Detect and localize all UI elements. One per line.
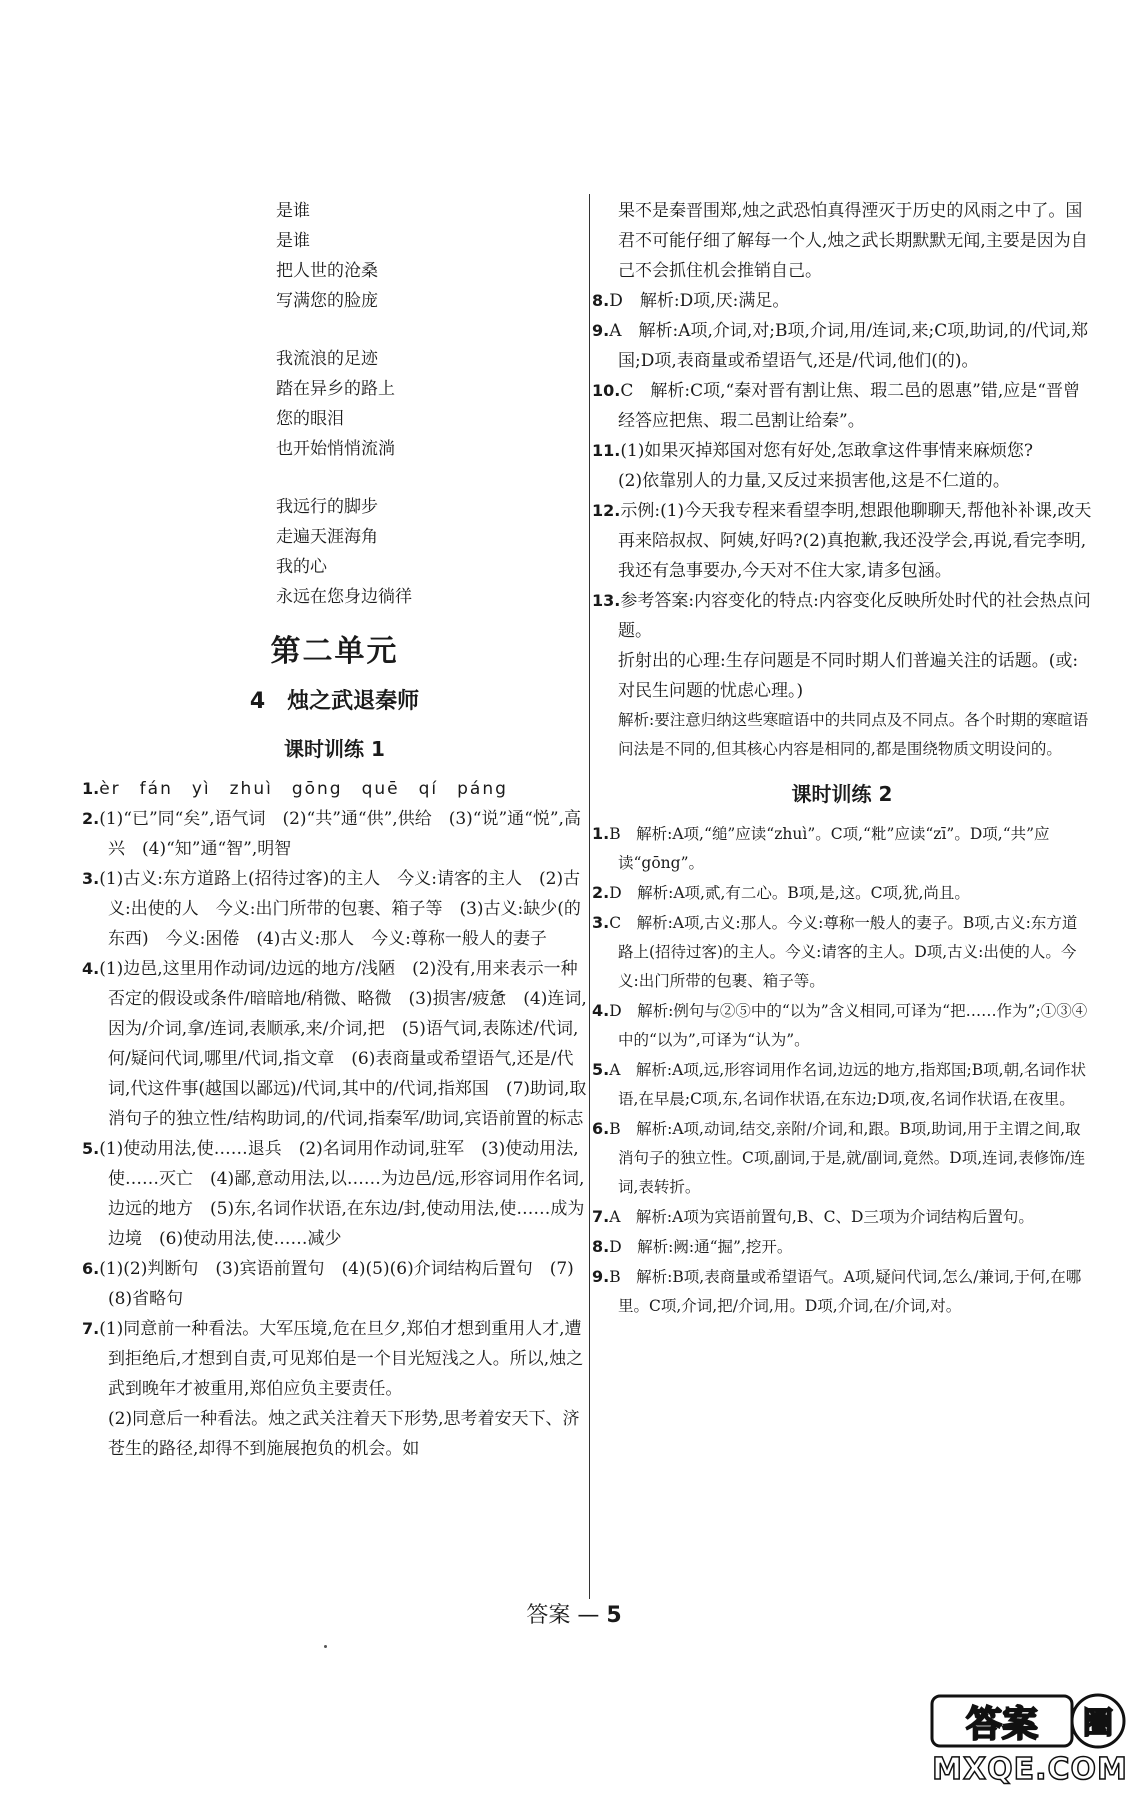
answer-item: 13.参考答案:内容变化的特点:内容变化反映所处时代的社会热点问题。 [592,591,1091,641]
poem-line: 是谁 [276,231,310,251]
watermark [930,1690,1130,1790]
lesson-title: 4 烛之武退秦师 [249,689,420,714]
page-footer [0,1598,1148,1629]
poem-line: 写满您的脸庞 [276,291,378,311]
answer-item: 12.示例:(1)今天我专程来看望李明,想跟他聊聊天,帮他补补课,改天再来陪叔叔、阿姨,好吗?(2)真抱歉,我还没学会,再说,看完李明,我还有急事要办,今天对不住大家,请多包涵。 [592,501,1092,581]
svg-text:圈: 圈 [1083,1706,1113,1741]
left-column [82,196,587,1464]
watermark-url: MXQE.COM [932,1752,1128,1787]
answer-paragraph: (2)依靠别人的力量,又反过来损害他,这是不仁道的。 [618,471,1010,491]
answer-item: 4.(1)边邑,这里用作动词/边远的地方/浅陋 (2)没有,用来表示一种否定的假设或条件/暗暗地/稍微、略微 (3)损害/疲惫 (4)连词,因为/介词,拿/连词,表顺承,来/介词,把 (5)语气词,表陈述/代词,何/疑问代词,哪里/代词,指文章 (6)表商量或希望语气,还是/代词,代这件事(越国以鄙远)/代词,其中的/代词,指郑国 (7)助词,取消句子的独立性/结构助词,的/代词,指秦军/助词,宾语前置的标志 [82,959,587,1129]
poem-line: 是谁 [276,201,310,221]
watermark-logo [930,1690,1130,1752]
answer-item: 1.èr fán yì zhuì gōng quē qí páng [82,779,508,799]
poem-line: 我的心 [276,557,327,577]
answer-item: 9.B 解析:B项,表商量或希望语气。A项,疑问代词,怎么/兼词,于何,在哪里。C项,介词,把/介词,用。D项,介词,在/介词,对。 [592,1267,1082,1315]
answer-item: 6.(1)(2)判断句 (3)宾语前置句 (4)(5)(6)介词结构后置句 (7)(8)省略句 [82,1259,574,1309]
answer-item: 7.A 解析:A项为宾语前置句,B、C、D三项为介词结构后置句。 [592,1207,1034,1226]
answer-item: 2.(1)“已”同“矣”,语气词 (2)“共”通“供”,供给 (3)“说”通“悦”,高兴 (4)“知”通“智”,明智 [82,809,581,859]
poem-stanza [276,196,587,316]
print-speck [324,1645,327,1648]
poem-line: 我流浪的足迹 [276,349,378,369]
answer-item: 9.A 解析:A项,介词,对;B项,介词,用/连词,来;C项,助词,的/代词,郑国;D项,表商量或希望语气,还是/代词,他们(的)。 [592,321,1089,371]
unit-title: 第二单元 [270,634,399,669]
answer-item: 10.C 解析:C项,“秦对晋有割让焦、瑕二邑的恩惠”错,应是“晋曾经答应把焦、瑕二邑割让给秦”。 [592,381,1080,431]
page-number: 5 [606,1603,622,1628]
answer-paragraph: (2)同意后一种看法。烛之武关注着天下形势,思考着安天下、济苍生的路径,却得不到施展抱负的机会。如 [108,1409,580,1459]
answer-item: 6.B 解析:A项,动词,结交,亲附/介词,和,跟。B项,助词,用于主谓之间,取消句子的独立性。C项,副词,于是,就/副词,竟然。D项,连词,表修饰/连词,表转折。 [592,1119,1086,1196]
answer-item: 7.(1)同意前一种看法。大军压境,危在旦夕,郑伯才想到重用人才,遭到拒绝后,才想到自责,可见郑伯是一个目光短浅之人。所以,烛之武到晚年才被重用,郑伯应负主要责任。 [82,1319,584,1399]
poem-line: 也开始悄悄流淌 [276,439,395,459]
svg-text:答案: 答案 [965,1704,1039,1745]
footer-label: 答案 — [526,1603,600,1628]
answer-item: 11.(1)如果灭掉郑国对您有好处,怎敢拿这件事情来麻烦您? [592,441,1033,461]
answer-item: 8.D 解析:阙:通“掘”,挖开。 [592,1237,793,1256]
poem-line: 我远行的脚步 [276,497,378,517]
poem-line: 您的眼泪 [276,409,344,429]
answer-paragraph: 折射出的心理:生存问题是不同时期人们普遍关注的话题。(或:对民生问题的忧虑心理。) [618,651,1079,701]
poem-stanza [276,492,587,612]
answer-item: 1.B 解析:A项,“缒”应读“zhuì”。C项,“粃”应读“zī”。D项,“共”应读“gōng”。 [592,824,1050,872]
answer-item: 4.D 解析:例句与②⑤中的“以为”含义相同,可译为“把……作为”;①③④中的“以为”,可译为“认为”。 [592,1001,1088,1049]
poem-line: 永远在您身边徜徉 [276,587,412,607]
poem-line: 把人世的沧桑 [276,261,378,281]
poem-line: 踏在异乡的路上 [276,379,395,399]
answer-item: 2.D 解析:A项,贰,有二心。B项,是,这。C项,犹,尚且。 [592,883,970,902]
answer-item: 3.C 解析:A项,古义:那人。今义:尊称一般人的妻子。B项,古义:东方道路上(招待过客)的主人。今义:请客的主人。D项,古义:出使的人。今义:出门所带的包裹、箱子等。 [592,913,1078,990]
poem-line: 走遍天涯海角 [276,527,378,547]
section-title-training-2: 课时训练 2 [791,782,893,806]
poem [82,196,587,612]
column-divider [589,194,590,1599]
answer-item: 5.A 解析:A项,远,形容词用作名词,边远的地方,指郑国;B项,朝,名词作状语,在早晨;C项,东,名词作状语,在东边;D项,夜,名词作状语,在夜里。 [592,1060,1087,1108]
answer-item: 3.(1)古义:东方道路上(招待过客)的主人 今义:请客的主人 (2)古义:出使的人 今义:出门所带的包裹、箱子等 (3)古义:缺少(的东西) 今义:困倦 (4)古义:那人 今义:尊称一般人的妻子 [82,869,581,949]
answer-item: 8.D 解析:D项,厌:满足。 [592,291,790,311]
poem-stanza [276,344,587,464]
right-column [592,196,1092,1321]
answer-item: 5.(1)使动用法,使……退兵 (2)名词用作动词,驻军 (3)使动用法,使……灭亡 (4)鄙,意动用法,以……为边邑/远,形容词用作名词,边远的地方 (5)东,名词作状语,在东边/封,使动用法,使……成为边境 (6)使动用法,使……减少 [82,1139,585,1249]
continued-paragraph: 果不是秦晋围郑,烛之武恐怕真得湮灭于历史的风雨之中了。国君不可能仔细了解每一个人,烛之武长期默默无闻,主要是因为自己不会抓住机会推销自己。 [618,201,1088,281]
analysis-paragraph: 解析:要注意归纳这些寒暄语中的共同点及不同点。各个时期的寒暄语问法是不同的,但其核心内容是相同的,都是围绕物质文明设问的。 [618,711,1089,758]
section-title-training-1: 课时训练 1 [284,737,385,761]
